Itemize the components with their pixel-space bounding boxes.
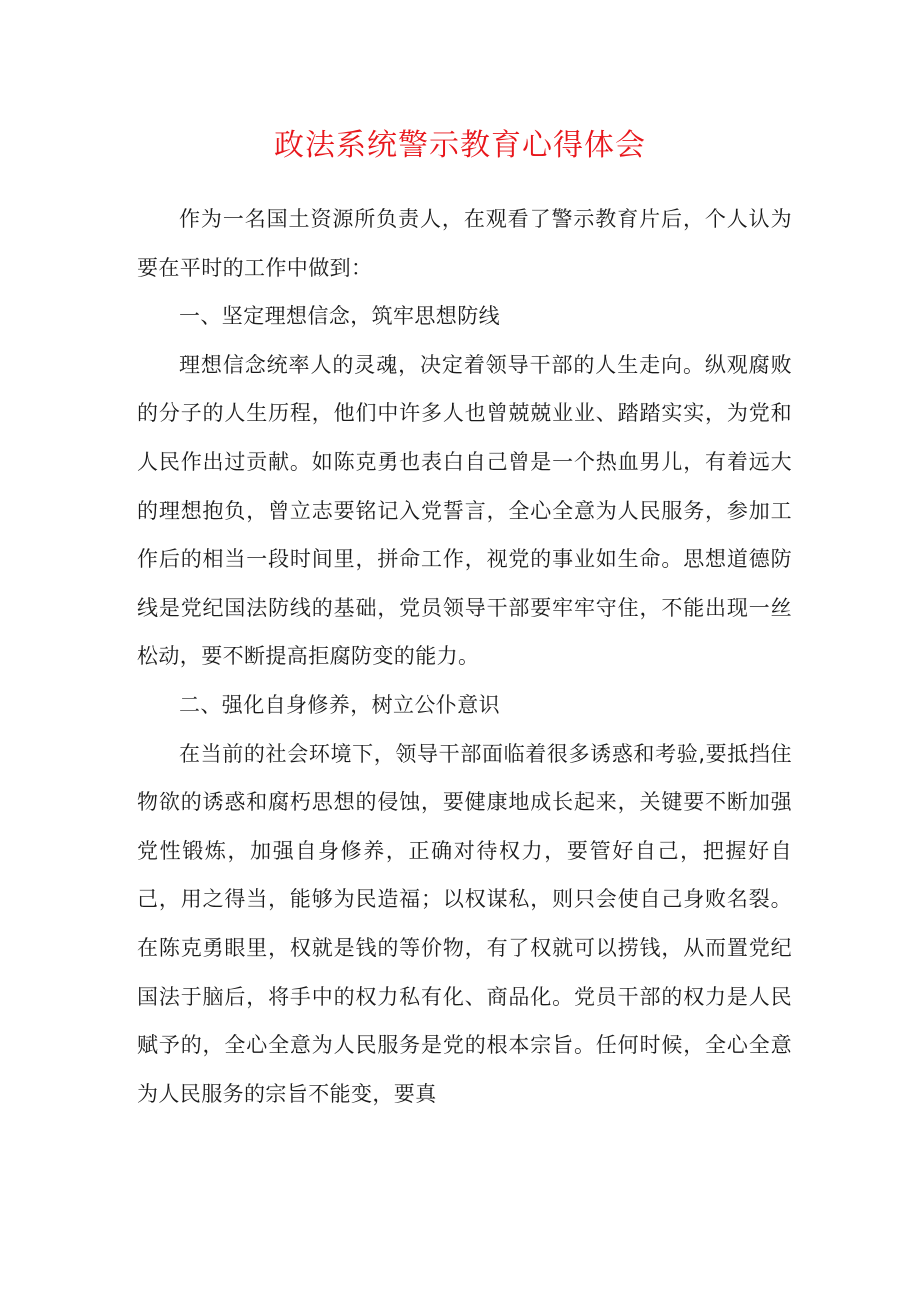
document-body [137, 195, 792, 1118]
section-1-paragraph: 理想信念统率人的灵魂，决定着领导干部的人生走向。纵观腐败的分子的人生历程，他们中许多人也曾兢兢业业、踏踏实实，为党和人民作出过贡献。如陈克勇也表白自己曾是一个热血男儿，有着远大的理想抱负，曾立志要铭记入党誓言，全心全意为人民服务，参加工作后的相当一段时间里，拼命工作，视党的事业如生命。思想道德防线是党纪国法防线的基础，党员领导干部要牢牢守住，不能出现一丝松动，要不断提高拒腐防变的能力。 [137, 352, 792, 669]
section-heading-2: 二、强化自身修养，树立公仆意识 [179, 692, 500, 717]
section-2-paragraph: 在当前的社会环境下，领导干部面临着很多诱惑和考验,要抵挡住物欲的诱惑和腐朽思想的侵蚀，要健康地成长起来，关键要不断加强党性锻炼，加强自身修养，正确对待权力，要管好自己，把握好自己，用之得当，能够为民造福；以权谋私，则只会使自己身败名裂。在陈克勇眼里，权就是钱的等价物，有了权就可以捞钱，从而置党纪国法于脑后，将手中的权力私有化、商品化。党员干部的权力是人民赋予的，全心全意为人民服务是党的根本宗旨。任何时候，全心全意为人民服务的宗旨不能变，要真 [137, 741, 792, 1106]
intro-paragraph: 作为一名国土资源所负责人，在观看了警示教育片后，个人认为要在平时的工作中做到： [137, 207, 792, 280]
document-title: 政法系统警示教育心得体会 [274, 128, 646, 163]
section-heading-1: 一、坚定理想信念，筑牢思想防线 [179, 304, 500, 329]
